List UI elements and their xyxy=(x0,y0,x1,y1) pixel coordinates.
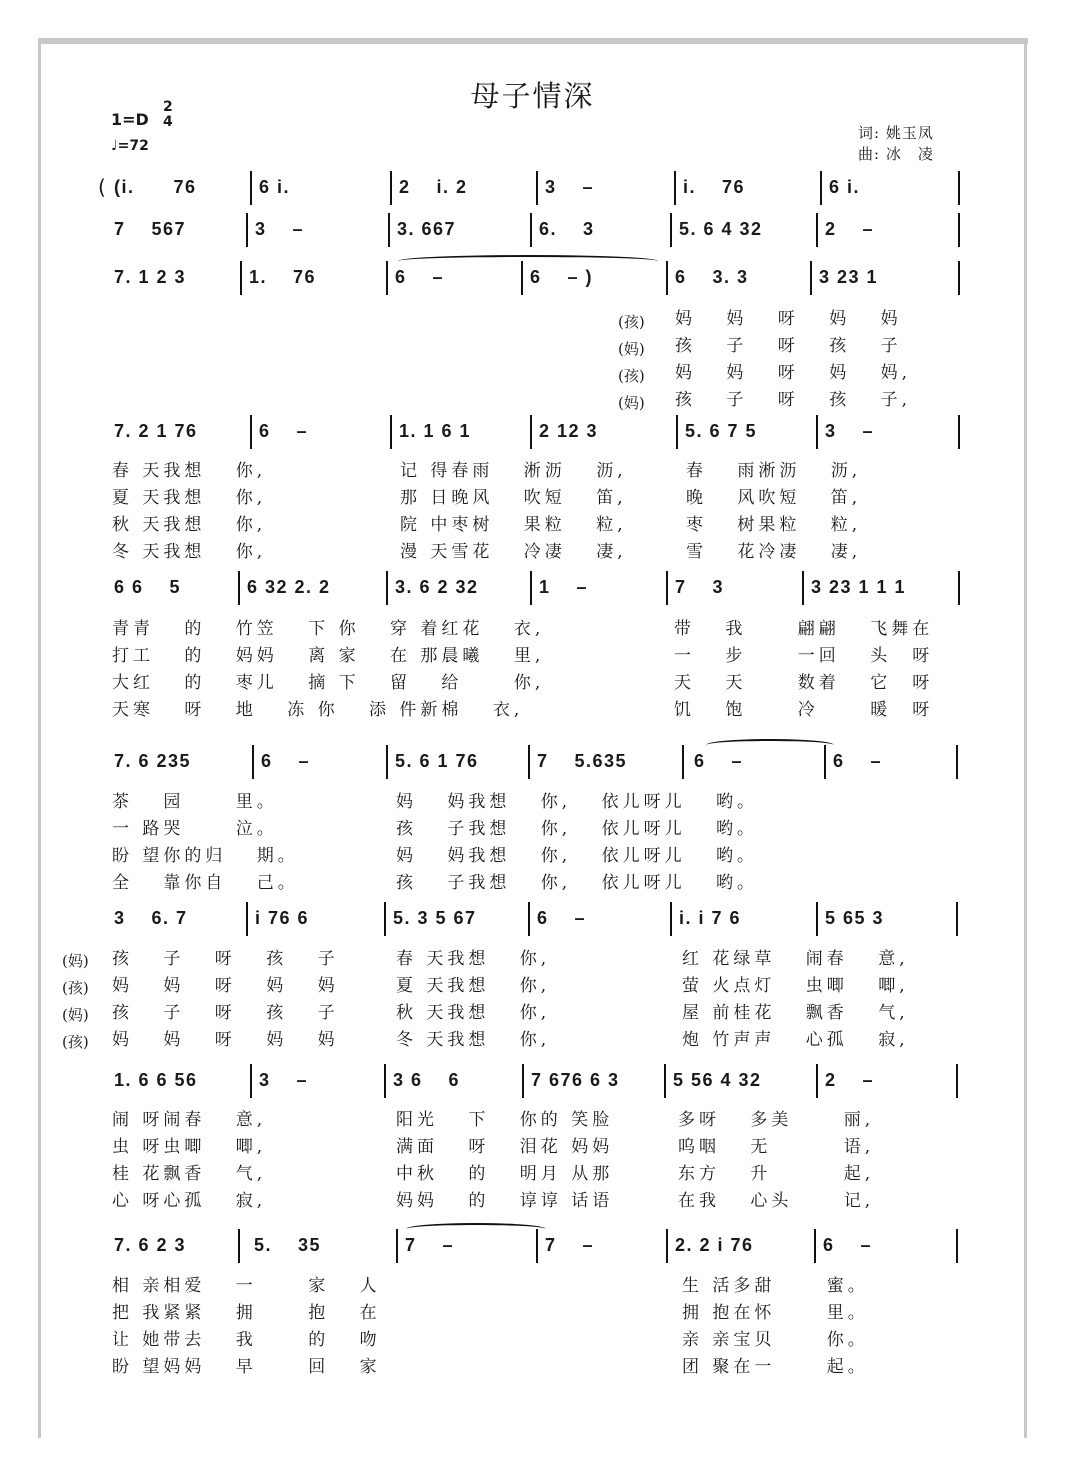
measure: 1. 6 6 56 xyxy=(114,1070,198,1090)
measure: 6 3. 3 xyxy=(675,267,749,287)
measure: 1. 1 6 1 xyxy=(399,421,472,441)
barline xyxy=(958,415,960,449)
lyric: 冬 天我想 你, xyxy=(396,1030,551,1050)
lyric: 一 路哭 泣。 xyxy=(112,819,278,839)
barline xyxy=(820,171,822,205)
barline xyxy=(386,571,388,605)
page-frame-right xyxy=(1024,38,1027,1438)
lyric: 全 靠你自 己。 xyxy=(112,873,299,893)
measure: 3 – xyxy=(825,421,875,441)
barline xyxy=(252,745,254,779)
lyric: 妈 妈 呀 妈 妈 xyxy=(112,1030,339,1050)
lyric: 院 中枣树 果粒 粒, xyxy=(400,515,627,535)
singer-tag: (妈) xyxy=(618,340,645,358)
lyric: 萤 火点灯 虫唧 唧, xyxy=(682,976,909,996)
barline xyxy=(522,1064,524,1098)
time-signature xyxy=(163,100,173,130)
verse-3-lyrics xyxy=(108,789,960,897)
music-line-1 xyxy=(98,167,960,207)
music-line-3 xyxy=(108,257,960,297)
lyric: 东方 升 起, xyxy=(678,1164,875,1184)
barline xyxy=(814,1229,816,1263)
measure: 7. 1 2 3 xyxy=(114,267,187,287)
measure: 2 12 3 xyxy=(539,421,599,441)
measure: 6 i. xyxy=(829,177,861,197)
singer-tag: (妈) xyxy=(618,394,645,412)
lyric: 漫 天雪花 冷凄 凄, xyxy=(400,542,627,562)
barline xyxy=(390,415,392,449)
measure: i. i 7 6 xyxy=(679,908,742,928)
barline xyxy=(246,213,248,247)
lyric: 晚 风吹短 笛, xyxy=(686,488,862,508)
barline xyxy=(384,1064,386,1098)
measure: 3 – xyxy=(545,177,595,197)
measure: i. 76 xyxy=(683,177,746,197)
measure: 2 – xyxy=(825,219,875,239)
measure: 2. 2 i 76 xyxy=(675,1235,754,1255)
verse-6-lyrics xyxy=(108,1273,960,1381)
lyricist: 词: 姚玉凤 xyxy=(858,124,934,142)
singer-tag: (孩) xyxy=(618,367,645,385)
measure: 6 6 5 xyxy=(114,577,182,597)
verse-5-lyrics xyxy=(108,1107,960,1215)
lyric: 打工 的 妈妈 离 家 在 那晨曦 里, xyxy=(112,646,545,666)
lyric: 妈 妈我想 你, 依儿呀儿 哟。 xyxy=(396,792,759,812)
lyric: 拥 抱在怀 里。 xyxy=(682,1303,869,1323)
music-line-6 xyxy=(108,741,960,781)
lyric: 呜咽 无 语, xyxy=(678,1137,875,1157)
lyric: 枣 树果粒 粒, xyxy=(686,515,862,535)
singer-tag: (妈) xyxy=(62,952,89,970)
lyric: 在我 心头 记, xyxy=(678,1191,875,1211)
measure: 6 i. xyxy=(259,177,291,197)
music-line-4 xyxy=(108,411,960,451)
lyric: 多呀 多美 丽, xyxy=(678,1110,875,1130)
barline xyxy=(674,171,676,205)
lyric: 桂 花飘香 气, xyxy=(112,1164,267,1184)
lyric: 春 雨淅沥 沥, xyxy=(686,461,862,481)
measure: 7 567 xyxy=(114,219,187,239)
lyric: 妈妈 的 谆谆 话语 xyxy=(396,1191,614,1211)
measure: 7. 2 1 76 xyxy=(114,421,198,441)
lyric: 孩 子 呀 孩 子 xyxy=(112,949,339,969)
measure: 3 6. 7 xyxy=(114,908,188,928)
barline xyxy=(238,571,240,605)
barline xyxy=(666,1229,668,1263)
barline xyxy=(528,902,530,936)
barline xyxy=(246,902,248,936)
measure: 3 – xyxy=(259,1070,309,1090)
lyric: 闹 呀闹春 意, xyxy=(112,1110,267,1130)
barline xyxy=(682,745,684,779)
measure: 5. 3 5 67 xyxy=(393,908,477,928)
lyric: 带 我 翩翩 飞舞在 xyxy=(674,619,934,639)
barline xyxy=(664,1064,666,1098)
singer-tag: (孩) xyxy=(618,313,645,331)
barline xyxy=(388,213,390,247)
barline xyxy=(670,213,672,247)
composer: 曲: 冰 凌 xyxy=(858,145,934,163)
lyric: 满面 呀 泪花 妈妈 xyxy=(396,1137,614,1157)
barline xyxy=(958,261,960,295)
barline xyxy=(536,171,538,205)
barline xyxy=(530,415,532,449)
music-line-2 xyxy=(108,209,960,249)
measure: 7 – xyxy=(405,1235,455,1255)
meter-top: 2 xyxy=(163,99,173,115)
intro-open-paren: ( xyxy=(98,175,106,199)
measure: 3 23 1 xyxy=(819,267,879,287)
lyric-line: 孩 子 呀 孩 子, xyxy=(675,390,912,410)
tie xyxy=(398,255,658,267)
measure: 5. 6 4 32 xyxy=(679,219,763,239)
measure: 3. 667 xyxy=(397,219,457,239)
tie xyxy=(706,739,834,751)
lyric: 一 步 一回 头 呀 xyxy=(674,646,934,666)
measure: 6 32 2. 2 xyxy=(247,577,331,597)
measure: 6 – xyxy=(261,751,311,771)
lyric: 青青 的 竹笠 下 你 穿 着红花 衣, xyxy=(112,619,545,639)
measure: 1 – xyxy=(539,577,589,597)
barline xyxy=(250,415,252,449)
lyric: 夏 天我想 你, xyxy=(112,488,267,508)
lyric: 茶 园 里。 xyxy=(112,792,278,812)
key-signature: 1=D xyxy=(111,110,149,129)
meter-bottom: 4 xyxy=(163,114,173,130)
lyric: 秋 天我想 你, xyxy=(396,1003,551,1023)
lyric: 中秋 的 明月 从那 xyxy=(396,1164,614,1184)
lyric: 饥 饱 冷 暖 呀 xyxy=(674,700,934,720)
lyric: 红 花绿草 闹春 意, xyxy=(682,949,909,969)
lyric: 虫 呀虫唧 唧, xyxy=(112,1137,267,1157)
barline xyxy=(396,1229,398,1263)
measure: 7. 6 2 3 xyxy=(114,1235,187,1255)
measure: 7 – xyxy=(545,1235,595,1255)
verse-2-lyrics xyxy=(108,616,960,724)
measure: (i. 76 xyxy=(114,177,197,197)
lyric: 相 亲相爱 一 家 人 xyxy=(112,1276,381,1296)
barline xyxy=(956,902,958,936)
barline xyxy=(816,1064,818,1098)
barline xyxy=(240,261,242,295)
measure: 7 5.635 xyxy=(537,751,628,771)
lyric: 夏 天我想 你, xyxy=(396,976,551,996)
lyric: 冬 天我想 你, xyxy=(112,542,267,562)
measure: i 76 6 xyxy=(255,908,310,928)
barline xyxy=(670,902,672,936)
lyric: 妈 妈我想 你, 依儿呀儿 哟。 xyxy=(396,846,759,866)
measure: 5. 6 7 5 xyxy=(685,421,758,441)
lyric: 春 天我想 你, xyxy=(396,949,551,969)
measure: 6 – xyxy=(537,908,587,928)
measure: 6 – ) xyxy=(530,267,594,287)
lyric: 天寒 呀 地 冻 你 添 件新棉 衣, xyxy=(112,700,524,720)
barline xyxy=(676,415,678,449)
barline xyxy=(250,171,252,205)
lyric: 秋 天我想 你, xyxy=(112,515,267,535)
lyric-line: 妈 妈 呀 妈 妈 xyxy=(675,309,902,329)
barline xyxy=(390,171,392,205)
measure: 6 – xyxy=(259,421,309,441)
lyric: 孩 子 呀 孩 子 xyxy=(112,1003,339,1023)
barline xyxy=(956,745,958,779)
measure: 3. 6 2 32 xyxy=(395,577,479,597)
barline xyxy=(386,261,388,295)
lyric: 那 日晚风 吹短 笛, xyxy=(400,488,627,508)
measure: 7. 6 235 xyxy=(114,751,192,771)
barline xyxy=(956,1229,958,1263)
lyric: 妈 妈 呀 妈 妈 xyxy=(112,976,339,996)
music-line-8 xyxy=(108,1060,960,1100)
lyric-line: 孩 子 呀 孩 子 xyxy=(675,336,902,356)
lyric: 把 我紧紧 拥 抱 在 xyxy=(112,1303,381,1323)
measure: 5. 35 xyxy=(254,1235,322,1255)
lyric: 大红 的 枣儿 摘 下 留 给 你, xyxy=(112,673,545,693)
tempo-marking: ♩=72 xyxy=(111,138,149,154)
singer-tag: (孩) xyxy=(62,1033,89,1051)
verse-1-lyrics xyxy=(108,458,960,566)
lyric: 屋 前桂花 飘香 气, xyxy=(682,1003,909,1023)
lyric: 炮 竹声声 心孤 寂, xyxy=(682,1030,909,1050)
barline xyxy=(816,902,818,936)
measure: 6 – xyxy=(694,751,744,771)
measure: 5 56 4 32 xyxy=(673,1070,762,1090)
measure: 7 676 6 3 xyxy=(531,1070,620,1090)
barline xyxy=(816,415,818,449)
barline xyxy=(238,1229,240,1263)
barline xyxy=(666,571,668,605)
singer-tag: (孩) xyxy=(62,979,89,997)
barline xyxy=(810,261,812,295)
lyric: 孩 子我想 你, 依儿呀儿 哟。 xyxy=(396,819,759,839)
music-line-9 xyxy=(108,1225,960,1265)
singer-tag: (妈) xyxy=(62,1006,89,1024)
lyric: 心 呀心孤 寂, xyxy=(112,1191,267,1211)
measure: 6 – xyxy=(833,751,883,771)
barline xyxy=(528,745,530,779)
lyric: 雪 花冷凄 凄, xyxy=(686,542,862,562)
song-title: 母子情深 xyxy=(470,79,595,113)
measure: 7 3 xyxy=(675,577,725,597)
barline xyxy=(958,571,960,605)
barline xyxy=(816,213,818,247)
measure: 6. 3 xyxy=(539,219,595,239)
barline xyxy=(384,902,386,936)
barline xyxy=(530,213,532,247)
lyric-line: 妈 妈 呀 妈 妈, xyxy=(675,363,912,383)
measure: 2 i. 2 xyxy=(399,177,468,197)
barline xyxy=(802,571,804,605)
lyric: 记 得春雨 淅沥 沥, xyxy=(400,461,627,481)
lyric: 亲 亲宝贝 你。 xyxy=(682,1330,869,1350)
lyric: 阳光 下 你的 笑脸 xyxy=(396,1110,614,1130)
music-line-5 xyxy=(108,567,960,607)
lyric: 盼 望妈妈 早 回 家 xyxy=(112,1357,381,1377)
measure: 5. 6 1 76 xyxy=(395,751,479,771)
lyric: 春 天我想 你, xyxy=(112,461,267,481)
barline xyxy=(530,571,532,605)
lyric: 让 她带去 我 的 吻 xyxy=(112,1330,381,1350)
measure: 3 6 6 xyxy=(393,1070,461,1090)
barline xyxy=(958,171,960,205)
barline xyxy=(250,1064,252,1098)
barline xyxy=(386,745,388,779)
barline xyxy=(956,1064,958,1098)
measure: 2 – xyxy=(825,1070,875,1090)
measure: 3 – xyxy=(255,219,305,239)
barline xyxy=(958,213,960,247)
verse-4-lyrics xyxy=(108,946,960,1054)
measure: 1. 76 xyxy=(249,267,317,287)
measure: 6 – xyxy=(823,1235,873,1255)
barline xyxy=(666,261,668,295)
measure: 3 23 1 1 1 xyxy=(811,577,907,597)
lyric: 生 活多甜 蜜。 xyxy=(682,1276,869,1296)
tie xyxy=(406,1223,546,1235)
music-line-7 xyxy=(108,898,960,938)
lyric: 天 天 数着 它 呀 xyxy=(674,673,934,693)
lyric: 孩 子我想 你, 依儿呀儿 哟。 xyxy=(396,873,759,893)
measure: 6 – xyxy=(395,267,445,287)
lyric: 团 聚在一 起。 xyxy=(682,1357,869,1377)
measure: 5 65 3 xyxy=(825,908,885,928)
lyric: 盼 望你的归 期。 xyxy=(112,846,299,866)
